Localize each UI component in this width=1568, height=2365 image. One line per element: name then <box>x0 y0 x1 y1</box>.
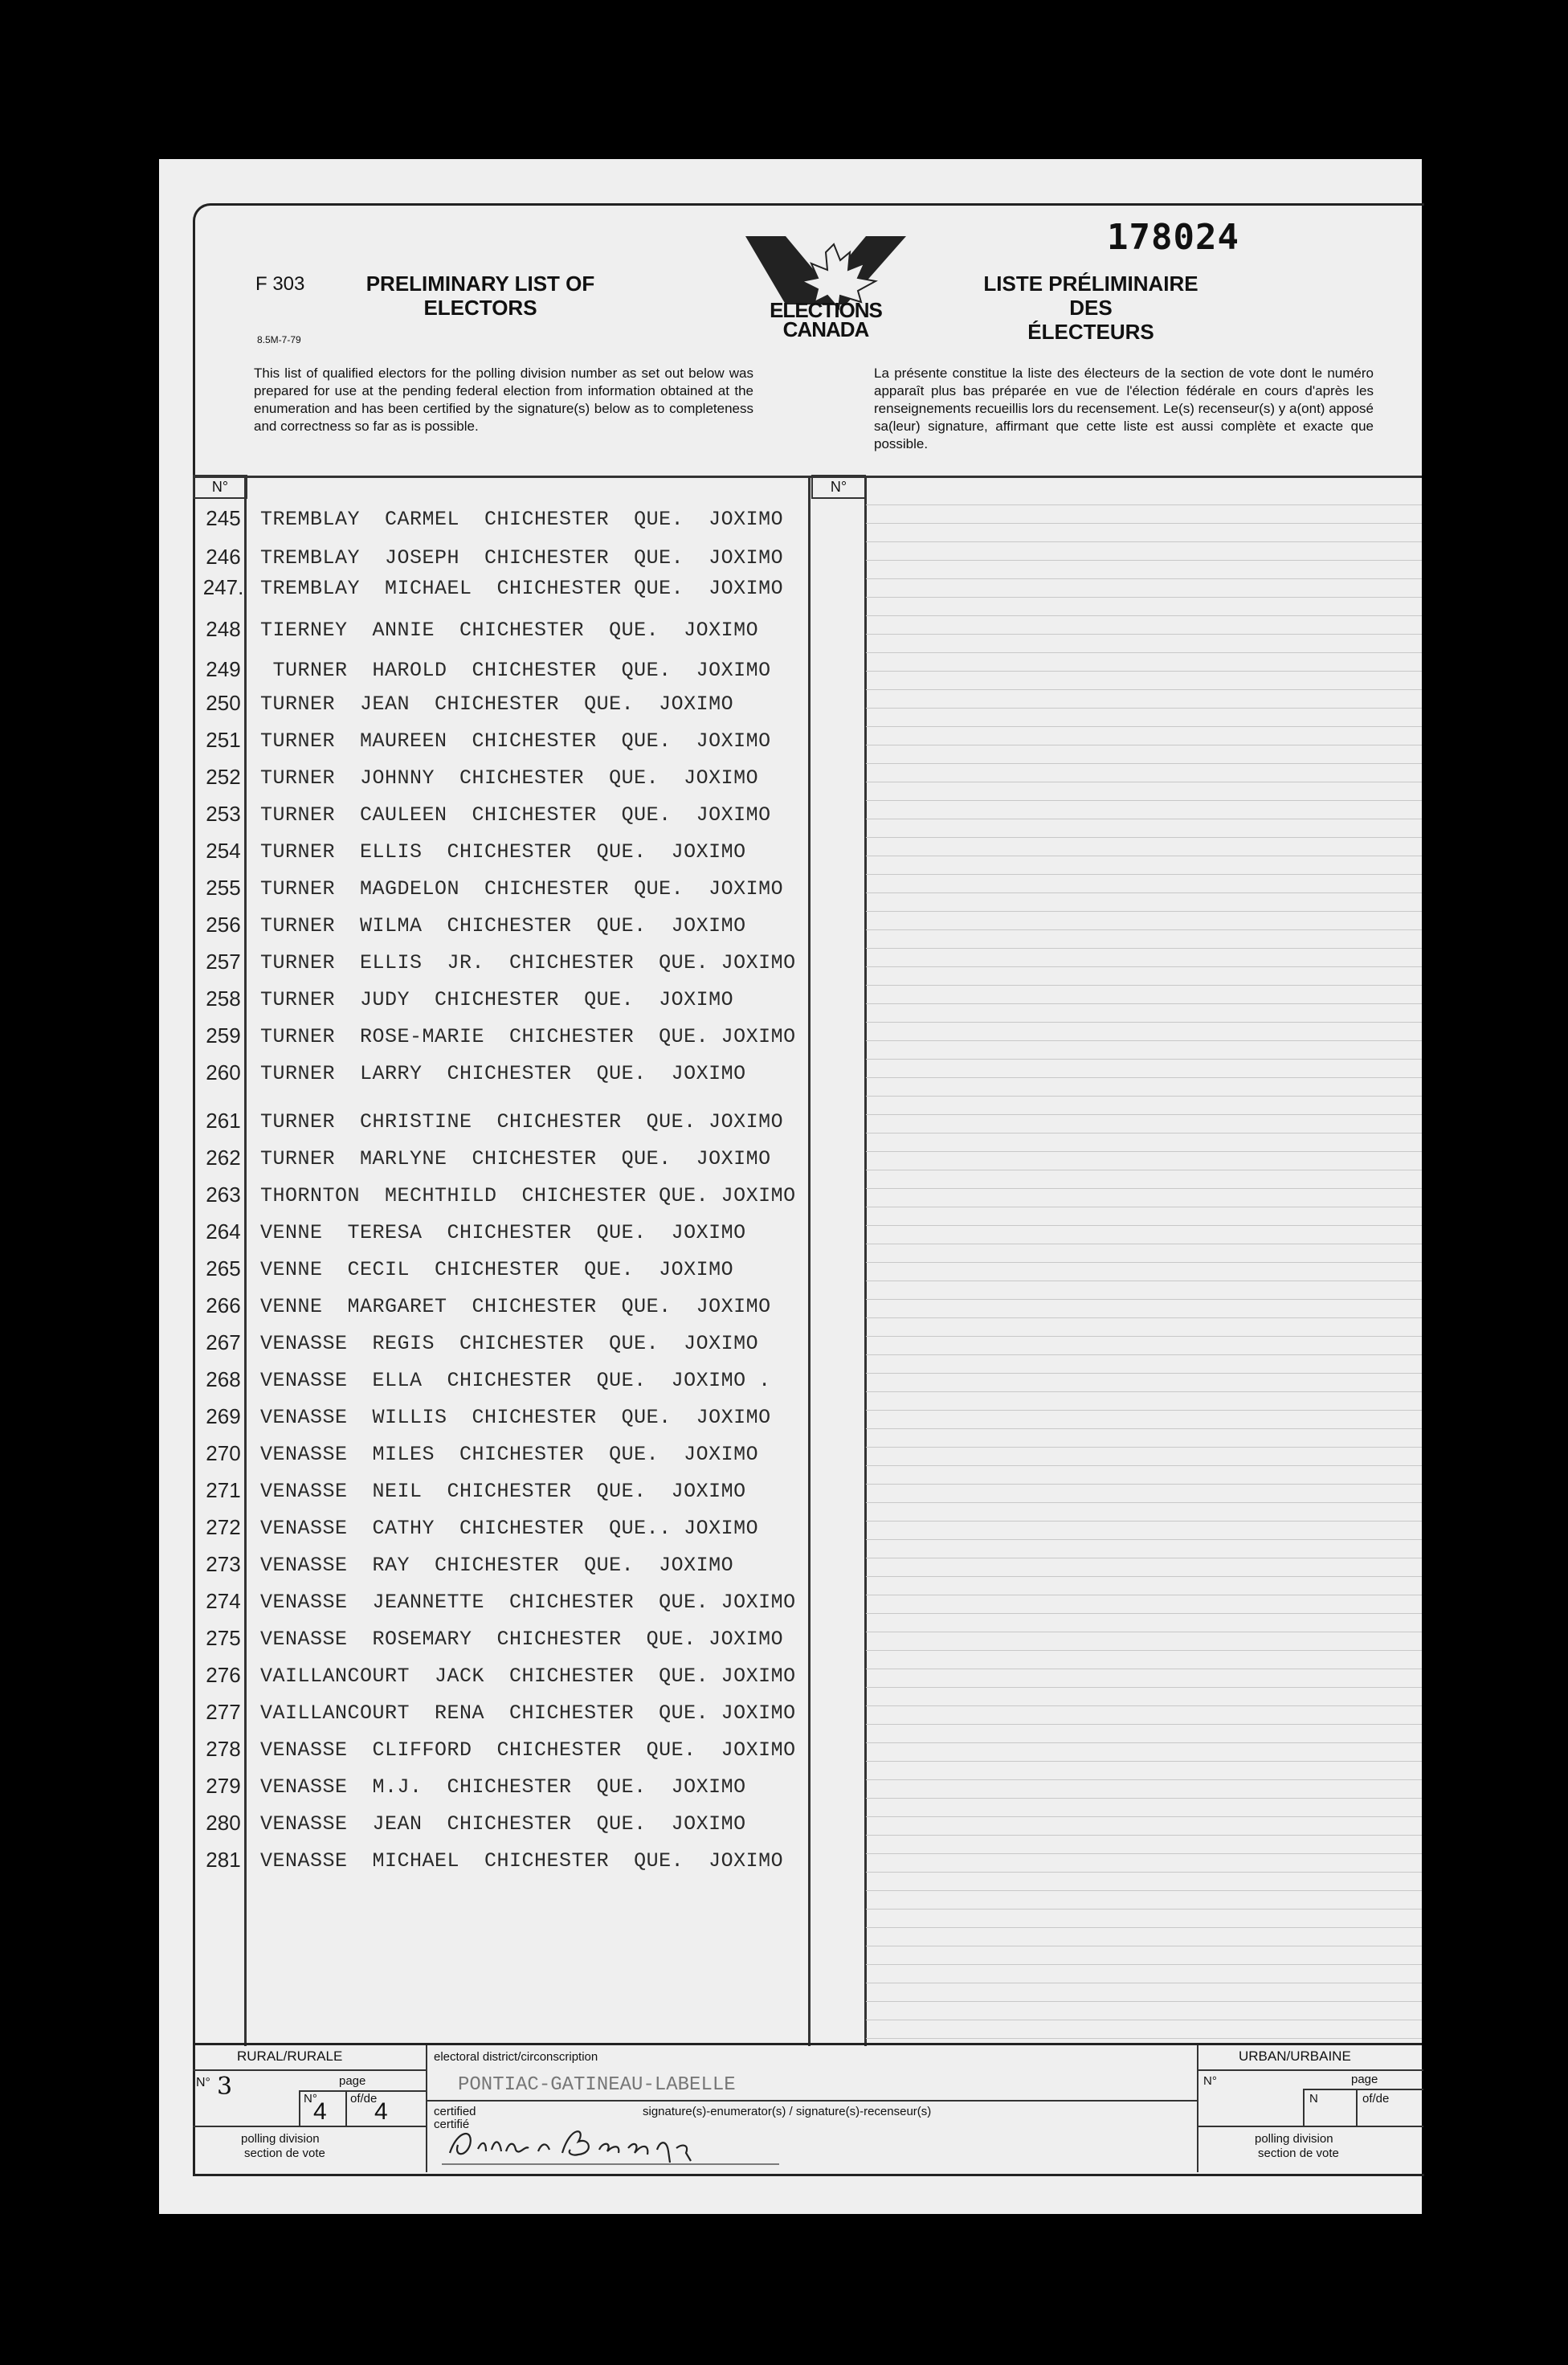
divider <box>299 2090 300 2126</box>
elector-entry: VENASSE REGIS CHICHESTER QUE. JOXIMO <box>260 1332 759 1355</box>
page-no-label: N° <box>304 2092 317 2106</box>
urban-n-label: N <box>1309 2092 1318 2106</box>
elector-number: 279 <box>206 1774 241 1798</box>
district-value: PONTIAC-GATINEAU-LABELLE <box>458 2074 736 2096</box>
ruled-line <box>866 1687 1422 1688</box>
elector-entry: VENASSE CLIFFORD CHICHESTER QUE. JOXIMO <box>260 1738 796 1762</box>
column-header-no-left: N° <box>193 475 247 499</box>
ruled-line <box>866 1576 1422 1577</box>
urban-page-label: page <box>1351 2073 1378 2086</box>
ruled-line <box>866 597 1422 598</box>
elector-entry: VENASSE NEIL CHICHESTER QUE. JOXIMO <box>260 1480 746 1503</box>
elector-entry: TURNER MAGDELON CHICHESTER QUE. JOXIMO <box>260 877 784 901</box>
ruled-line <box>866 892 1422 893</box>
elector-number: 271 <box>206 1478 241 1502</box>
ruled-line <box>866 1927 1422 1928</box>
ruled-line <box>866 1909 1422 1910</box>
elector-number: 246 <box>206 545 241 569</box>
elector-entry: VENASSE CATHY CHICHESTER QUE.. JOXIMO <box>260 1517 759 1540</box>
ruled-line <box>866 652 1422 653</box>
ruled-line <box>866 560 1422 561</box>
elector-entry: VAILLANCOURT JACK CHICHESTER QUE. JOXIMO <box>260 1664 796 1688</box>
ruled-line <box>866 1539 1422 1540</box>
page-of-value: 4 <box>374 2098 388 2125</box>
elector-entry: VENASSE ROSEMARY CHICHESTER QUE. JOXIMO <box>260 1628 784 1651</box>
ruled-line <box>866 1262 1422 1263</box>
divider <box>426 2100 1197 2102</box>
ruled-line <box>866 504 1422 505</box>
ruled-line <box>866 763 1422 764</box>
ruled-line <box>866 1003 1422 1004</box>
elector-number: 269 <box>206 1404 241 1428</box>
page-label: page <box>339 2074 366 2088</box>
elector-entry: TIERNEY ANNIE CHICHESTER QUE. JOXIMO <box>260 619 759 642</box>
ruled-line <box>866 1816 1422 1817</box>
elector-entry: VENASSE ELLA CHICHESTER QUE. JOXIMO . <box>260 1369 771 1392</box>
elector-number: 265 <box>206 1256 241 1281</box>
serial-number: 178024 <box>1107 217 1239 258</box>
elector-number: 257 <box>206 950 241 974</box>
ruled-line <box>866 1705 1422 1706</box>
form-footer <box>193 2043 1422 2174</box>
ruled-line <box>866 948 1422 949</box>
elector-entry: TURNER ELLIS JR. CHICHESTER QUE. JOXIMO <box>260 951 796 974</box>
ruled-line <box>866 1317 1422 1318</box>
ruled-line <box>866 634 1422 635</box>
elector-entry: VAILLANCOURT RENA CHICHESTER QUE. JOXIMO <box>260 1701 796 1725</box>
urban-no-label: N° <box>1203 2074 1217 2088</box>
elector-number: 254 <box>206 839 241 863</box>
elector-entry: TREMBLAY MICHAEL CHICHESTER QUE. JOXIMO <box>260 577 784 600</box>
ruled-line <box>866 1225 1422 1226</box>
title-english-line1: PRELIMINARY LIST OF <box>365 272 595 296</box>
column-divider <box>864 476 867 2046</box>
logo-text-line1: ELECTIONS <box>770 298 882 322</box>
elector-entry: VENASSE RAY CHICHESTER QUE. JOXIMO <box>260 1554 734 1577</box>
ruled-line <box>866 726 1422 727</box>
ruled-line <box>866 911 1422 912</box>
ruled-line <box>866 1853 1422 1854</box>
elector-number: 278 <box>206 1737 241 1761</box>
elector-entry: TURNER ELLIS CHICHESTER QUE. JOXIMO <box>260 840 746 864</box>
elector-entry: TURNER WILMA CHICHESTER QUE. JOXIMO <box>260 914 746 937</box>
elector-entry: VENASSE JEANNETTE CHICHESTER QUE. JOXIMO <box>260 1591 796 1614</box>
ruled-line <box>866 1151 1422 1152</box>
elector-number: 260 <box>206 1060 241 1084</box>
elector-entry: VENNE CECIL CHICHESTER QUE. JOXIMO <box>260 1258 734 1281</box>
urban-of-label: of/de <box>1362 2092 1390 2106</box>
ruled-line <box>866 800 1422 801</box>
polling-division-label: polling division <box>241 2132 320 2146</box>
ruled-line <box>866 1299 1422 1300</box>
ruled-line <box>866 1428 1422 1429</box>
ruled-line <box>866 2001 1422 2002</box>
elector-number: 258 <box>206 986 241 1011</box>
urban-polling-label-fr: section de vote <box>1258 2146 1339 2160</box>
ruled-line <box>866 874 1422 875</box>
elector-entry: TURNER MARLYNE CHICHESTER QUE. JOXIMO <box>260 1147 771 1170</box>
elector-number: 251 <box>206 728 241 752</box>
district-label: electoral district/circonscription <box>434 2050 598 2064</box>
ruled-line <box>866 1613 1422 1614</box>
elector-number: 255 <box>206 876 241 900</box>
document-sheet <box>159 159 1422 2214</box>
ruled-line <box>866 1040 1422 1041</box>
elector-entry: TURNER JOHNNY CHICHESTER QUE. JOXIMO <box>260 766 759 790</box>
title-english-line2: ELECTORS <box>423 296 537 320</box>
elector-number: 253 <box>206 802 241 826</box>
elector-number: 262 <box>206 1146 241 1170</box>
form-print-code: 8.5M-7-79 <box>257 334 301 345</box>
signature-label: signature(s)-enumerator(s) / signature(s)-recenseur(s) <box>643 2105 932 2118</box>
ruled-line <box>866 1354 1422 1355</box>
elector-number: 247. <box>202 575 244 599</box>
elector-entry: VENNE TERESA CHICHESTER QUE. JOXIMO <box>260 1221 746 1244</box>
ruled-line <box>866 1521 1422 1522</box>
elector-number: 250 <box>206 691 241 715</box>
elector-entry: THORNTON MECHTHILD CHICHESTER QUE. JOXIMO <box>260 1184 796 1207</box>
polling-division-label-fr: section de vote <box>244 2146 325 2160</box>
intro-english: This list of qualified electors for the polling division number as set out below was prepared for use at the pending federal election from information obtained at the enumeration and has been certified by the signature(s) below as to completeness and correctness so far as is possible. <box>254 366 753 434</box>
elector-entry: TURNER CAULEEN CHICHESTER QUE. JOXIMO <box>260 803 771 827</box>
ruled-line <box>866 966 1422 967</box>
enumerator-signature-icon <box>442 2121 779 2169</box>
ruled-line <box>866 708 1422 709</box>
ruled-line <box>866 929 1422 930</box>
ruled-line <box>866 985 1422 986</box>
ruled-line <box>866 1964 1422 1965</box>
elector-number: 275 <box>206 1626 241 1650</box>
elector-entry: TURNER LARRY CHICHESTER QUE. JOXIMO <box>260 1062 746 1085</box>
elector-number: 273 <box>206 1552 241 1576</box>
elector-number: 280 <box>206 1811 241 1835</box>
elector-number: 252 <box>206 765 241 789</box>
ruled-line <box>866 1059 1422 1060</box>
ruled-line <box>866 1742 1422 1743</box>
elector-entry: VENNE MARGARET CHICHESTER QUE. JOXIMO <box>260 1295 771 1318</box>
elector-number: 270 <box>206 1441 241 1465</box>
elector-number: 281 <box>206 1848 241 1872</box>
elector-entry: VENASSE MICHAEL CHICHESTER QUE. JOXIMO <box>260 1849 784 1873</box>
ruled-line <box>866 541 1422 542</box>
divider <box>1198 2069 1423 2071</box>
form-number: F 303 <box>255 273 305 295</box>
elector-number: 266 <box>206 1293 241 1317</box>
column-header-no-right: N° <box>811 475 866 499</box>
elector-number: 259 <box>206 1023 241 1048</box>
ruled-line <box>866 1114 1422 1115</box>
ruled-line <box>866 1835 1422 1836</box>
ruled-line <box>866 689 1422 690</box>
rural-section <box>193 2045 427 2172</box>
elector-entry: TURNER JUDY CHICHESTER QUE. JOXIMO <box>260 988 734 1011</box>
urban-polling-label: polling division <box>1255 2132 1333 2146</box>
elector-entry: VENASSE WILLIS CHICHESTER QUE. JOXIMO <box>260 1406 771 1429</box>
ruled-line <box>866 1022 1422 1023</box>
ruled-line <box>866 1724 1422 1725</box>
divider <box>193 2069 426 2071</box>
elector-entry: VENASSE MILES CHICHESTER QUE. JOXIMO <box>260 1443 759 1466</box>
ruled-line <box>866 523 1422 524</box>
elector-entry: TREMBLAY JOSEPH CHICHESTER QUE. JOXIMO <box>260 546 784 570</box>
elector-number: 249 <box>206 657 241 681</box>
ruled-line <box>866 615 1422 616</box>
rural-no-label: N° <box>196 2076 210 2089</box>
elector-entry: TURNER CHRISTINE CHICHESTER QUE. JOXIMO <box>260 1110 784 1133</box>
elector-number: 264 <box>206 1219 241 1244</box>
ruled-line <box>866 1650 1422 1651</box>
divider <box>1303 2089 1305 2126</box>
elector-number: 245 <box>206 506 241 530</box>
certified-label: certified <box>434 2105 476 2118</box>
page-of-label: of/de <box>350 2092 378 2106</box>
elector-number: 272 <box>206 1515 241 1539</box>
elector-number: 261 <box>206 1109 241 1133</box>
divider <box>1198 2126 1423 2127</box>
elector-number: 248 <box>206 617 241 641</box>
column-divider <box>808 476 811 2046</box>
ruled-line <box>866 1761 1422 1762</box>
page-number-value: 4 <box>313 2098 327 2125</box>
elector-number: 274 <box>206 1589 241 1613</box>
logo-text <box>733 300 918 339</box>
ruled-line <box>866 671 1422 672</box>
title-french <box>962 272 1219 344</box>
elector-entry: VENASSE M.J. CHICHESTER QUE. JOXIMO <box>260 1775 746 1799</box>
elector-entry: VENASSE JEAN CHICHESTER QUE. JOXIMO <box>260 1812 746 1836</box>
elector-entry: TURNER ROSE-MARIE CHICHESTER QUE. JOXIMO <box>260 1025 796 1048</box>
title-french-line1: LISTE PRÉLIMINAIRE DES <box>983 272 1198 320</box>
title-english <box>352 272 609 320</box>
rural-number-value: 3 <box>217 2073 233 2101</box>
elector-entry: TURNER JEAN CHICHESTER QUE. JOXIMO <box>260 692 734 716</box>
ruled-line <box>866 578 1422 579</box>
logo-text-line2: CANADA <box>782 317 869 341</box>
ruled-line <box>866 1096 1422 1097</box>
urban-label: URBAN/URBAINE <box>1239 2048 1351 2064</box>
ruled-line <box>866 1872 1422 1873</box>
ruled-line <box>866 1410 1422 1411</box>
elector-number: 267 <box>206 1330 241 1354</box>
intro-french: La présente constitue la liste des électeurs de la section de vote dont le numéro apparaît plus bas préparée en vue de l'élection fédérale en cours d'après les renseignements recueillis lors du recensement. Le(s) recenseur(s) y a(ont) apposé sa(leur) signature, affirmant que cette liste est aussi complète et exacte que possible. <box>874 366 1374 451</box>
elector-number: 268 <box>206 1367 241 1391</box>
divider <box>1303 2089 1423 2090</box>
ruled-line <box>866 1484 1422 1485</box>
ruled-line <box>866 1077 1422 1078</box>
ruled-line <box>866 1336 1422 1337</box>
ruled-line <box>866 1502 1422 1503</box>
ruled-line <box>866 2038 1422 2039</box>
ruled-line <box>866 1188 1422 1189</box>
ruled-line <box>866 837 1422 838</box>
ruled-line <box>866 1391 1422 1392</box>
divider <box>1356 2089 1358 2126</box>
certified-label-fr: certifié <box>434 2118 470 2131</box>
ruled-line <box>866 1447 1422 1448</box>
elector-number: 256 <box>206 913 241 937</box>
ruled-line <box>866 1798 1422 1799</box>
elector-number: 276 <box>206 1663 241 1687</box>
ruled-line <box>866 1373 1422 1374</box>
ruled-line <box>866 1779 1422 1780</box>
elector-number: 277 <box>206 1700 241 1724</box>
divider <box>193 2126 426 2127</box>
elector-entry: TREMBLAY CARMEL CHICHESTER QUE. JOXIMO <box>260 508 784 531</box>
elector-entry: TURNER HAROLD CHICHESTER QUE. JOXIMO <box>260 659 771 682</box>
title-french-line2: ÉLECTEURS <box>1027 320 1154 344</box>
divider <box>345 2090 347 2126</box>
ruled-line <box>866 1465 1422 1466</box>
elector-number: 263 <box>206 1182 241 1207</box>
ruled-line <box>866 1890 1422 1891</box>
elector-entry: TURNER MAUREEN CHICHESTER QUE. JOXIMO <box>260 729 771 753</box>
urban-section <box>1197 2045 1423 2172</box>
list-top-rule <box>193 476 1422 478</box>
rural-label: RURAL/RURALE <box>237 2048 343 2064</box>
